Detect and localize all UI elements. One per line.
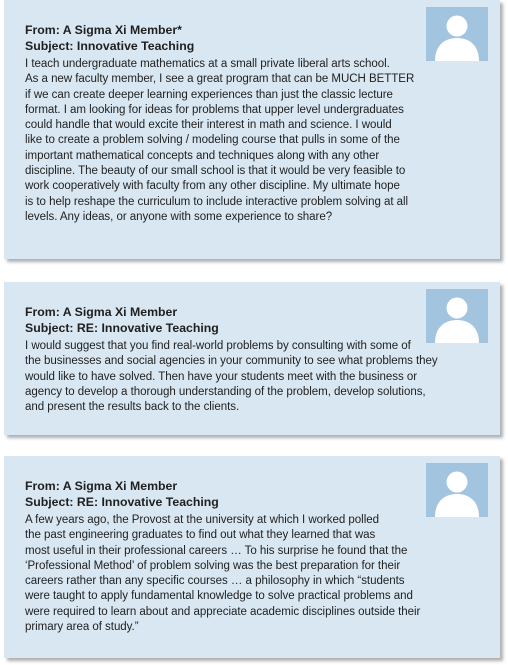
message-body-line: format. I am looking for ideas for problems that upper level undergraduates: [25, 103, 404, 116]
message-body-line: like to create a problem solving / modeling course that pulls in some of the: [25, 134, 400, 147]
message-body-line: is to help reshape the curriculum to include interactive problem solving at all: [25, 195, 409, 208]
message-body-line: discipline. The beauty of our small school is that it would be very feasible to: [25, 165, 406, 178]
message-post: [4, 456, 500, 658]
message-subject: Subject: Innovative Teaching: [25, 39, 195, 53]
message-body-line: A few years ago, the Provost at the university at which I worked polled: [25, 514, 379, 526]
message-post: [4, 282, 500, 435]
message-body-line: work cooperatively with faculty from any other discipline. My ultimate hope: [25, 180, 400, 193]
message-body-line: agency to develop a thorough understanding of the problem, develop solutions,: [25, 385, 426, 398]
message-body-line: careers rather than any specific courses … a philosophy in which “students: [25, 575, 405, 588]
message-from: From: A Sigma Xi Member*: [25, 23, 182, 37]
message-from: From: A Sigma Xi Member: [25, 305, 178, 319]
message-body-line: ‘Professional Method’ of problem solving was the best preparation for their: [25, 559, 401, 572]
message-body-line: and present the results back to the clients.: [25, 401, 240, 414]
message-body-line: I would suggest that you find real-world problems by consulting with some of: [25, 340, 411, 352]
message-from: From: A Sigma Xi Member: [25, 479, 178, 493]
message-subject: Subject: RE: Innovative Teaching: [25, 321, 219, 335]
user-silhouette-icon: [426, 463, 488, 517]
message-body-line: the past engineering graduates to find out what they learned that was: [25, 529, 376, 542]
message-body-line: levels. Any ideas, or anyone with some experience to share?: [25, 210, 333, 223]
message-body-line: if we can create deeper learning experiences than just the classic lecture: [25, 88, 393, 101]
message-body-line: primary area of study.”: [25, 621, 139, 634]
message-body: [25, 57, 482, 225]
message-body-line: were required to learn about and appreciate academic disciplines outside their: [25, 605, 421, 618]
message-subject: Subject: RE: Innovative Teaching: [25, 495, 219, 509]
message-body-line: were taught to apply fundamental knowledge to solve practical problems and: [25, 590, 413, 603]
message-body: [25, 513, 482, 635]
user-silhouette-icon: [426, 7, 488, 61]
message-post: [4, 0, 500, 259]
message-body-line: the businesses and social agencies in your community to see what problems they: [25, 355, 438, 368]
message-body: [25, 339, 482, 415]
message-body-line: important mathematical concepts and techniques along with any other: [25, 149, 380, 162]
message-body-line: would like to have solved. Then have your students meet with the business or: [25, 370, 418, 383]
message-body-line: I teach undergraduate mathematics at a small private liberal arts school.: [25, 58, 390, 70]
user-silhouette-icon: [426, 289, 488, 343]
message-body-line: could handle that would excite their interest in math and science. I would: [25, 119, 392, 132]
message-body-line: most useful in their professional careers … To his surprise he found that the: [25, 544, 408, 557]
message-body-line: As a new faculty member, I see a great program that can be MUCH BETTER: [25, 73, 415, 86]
